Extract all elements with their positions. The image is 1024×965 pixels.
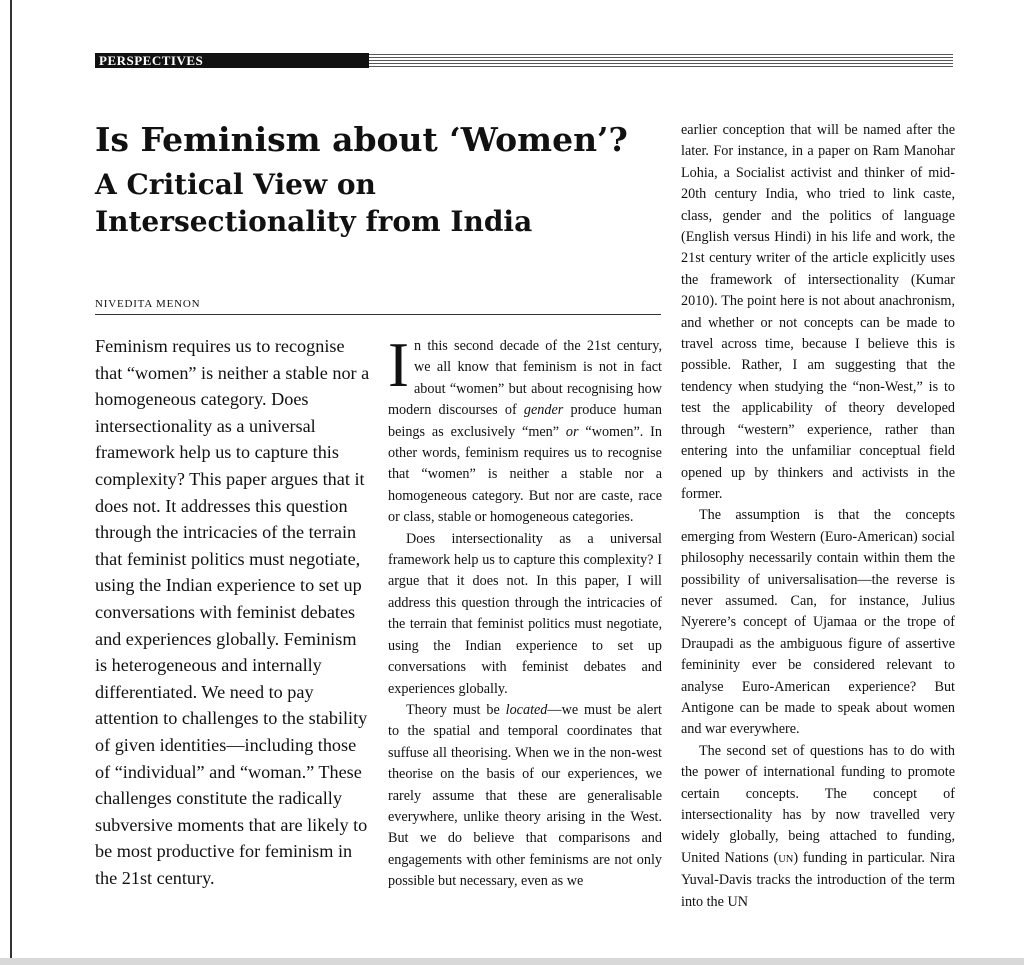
author-rule [95,314,661,315]
abstract-text: Feminism requires us to recognise that “women” is neither a stable nor a homogeneous category. Does intersectionality as a universal framework help us to capture this complexity? This paper argues that it does not. It addresses this question through the intricacies of the terrain that feminist politics must negotiate, using the Indian experience to set up conversations with feminist debates and experiences globally. Feminism is heterogeneous and internally differentiated. We need to pay attention to challenges to the stability of given identities—including those of “individual” and “woman.” These challenges constitute the radically subversive moments that are likely to be most productive for feminism in the 21st century. [95,336,370,888]
text-run: —we must be alert to the spatial and temporal coordinates that suffuse all theorising. When we in the non-west theorise on the basis of our experiences, we rarely assume that these are generalisable everywhere, unlike theory arising in the West. But we do believe that comparisons and engagements with other feminisms are not only possible but necessary, even as we [388,701,662,890]
text-run: Theory must be [406,701,506,718]
text-run: ) funding in particular. Nira Yuval-Davis tracks the introduction of the term into the UN [681,849,955,910]
paragraph: The assumption is that the concepts emerging from Western (Euro-American) social philosophy necessarily contain within them the possibility of universalisation—the reverse is never assumed. Can, for instance, Julius Nyerere’s concept of Ujamaa or the trope of Draupadi as the ambiguous figure of assertive femininity ever be considered relevant to analyse Euro-American experience? But Antigone can be made to speak about women and war everywhere. [681,507,955,738]
author-byline: NIVEDITA MENON [95,298,201,310]
abstract [95,333,371,891]
header-rule [369,53,953,68]
article-title: Is Feminism about ‘Women’? [95,120,628,159]
text-run: “women”. In other words, feminism requires us to recognise that “women” is neither a stable nor a homogeneous category. But nor are caste, race or class, stable or homogeneous categories. [388,423,662,526]
emphasis: gender [523,402,564,419]
paragraph [388,336,662,529]
article-subtitle: A Critical View on Intersectionality from India [95,168,533,238]
drop-cap: I [388,336,409,400]
emphasis: located [505,701,548,718]
paragraph: earlier conception that will be named after the later. For instance, in a paper on Ram Manohar Lohia, a Socialist activist and thinker of mid-20th century India, who tried to link caste, class, gender and the politics of language (English versus Hindi) in his life and work, the 21st century writer of the article explicitly uses the framework of intersectionality (Kumar 2010). The point here is not about anachronism, and whether or not concepts can be made to travel across time, because I believe this is possible. Rather, I am suggesting that the tendency when studying the “non-West,” is to test the applicability of theory developed through “western” experience, rather than entering into the unfamiliar conceptual field opened up by thinkers and activists in the former. [681,122,955,502]
text-run: The second set of questions has to do with the power of international funding to promote certain concepts. The concept of intersectionality has by now travelled very widely globally, being attached to funding, United Nations ( [681,742,955,866]
small-caps: UN [778,853,794,865]
body-column-2 [388,336,662,958]
paragraph: Does intersectionality as a universal framework help us to capture this complexity? I argue that it does not. In this paper, I will address this question through the intricacies of the terrain that feminist politics must negotiate, using the Indian experience to set up conversations with feminist debates and experiences globally. [388,530,662,697]
section-label-band [95,53,369,68]
viewer-bottom-bar [0,958,1024,965]
page-edge [10,0,12,965]
body-column-3 [681,120,955,958]
section-label: PERSPECTIVES [99,53,204,68]
text-run: n this second decade of the 21st century, we all know that feminism is not in fact about “women” but about recognising how modern discourses of [388,338,662,419]
paragraph [388,700,662,893]
text-run: produce human beings as exclusively “men” [388,402,662,440]
paragraph [681,741,955,913]
emphasis: or [565,423,579,440]
